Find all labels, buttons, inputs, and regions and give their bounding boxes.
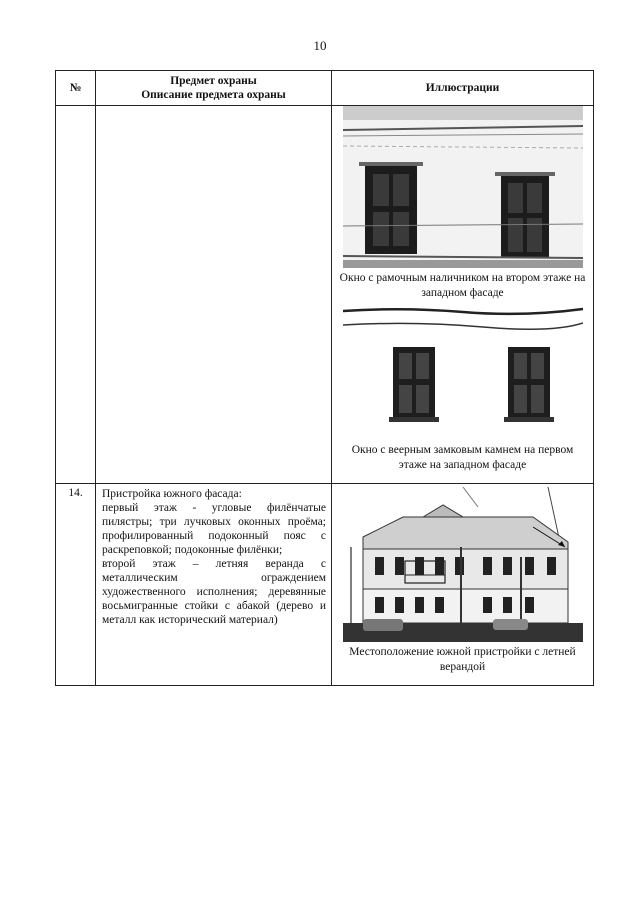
- row-illustrations-cell: [332, 106, 594, 484]
- protection-subject-table: [55, 70, 594, 686]
- header-subject-title: Предмет охраны: [170, 75, 257, 87]
- illustration-caption: Окно с веерным замковым камнем на первом этаже на западном фасаде: [351, 444, 574, 471]
- row-number-cell: [56, 106, 96, 484]
- description-second-floor: второй этаж – летняя веранда с металлическим ограждением художественного исполнения; деревянные восьмигранные стойки с абакой (дерево и металл как исторический материал): [102, 558, 326, 626]
- description-first-floor: первый этаж - угловые филёнчатые пилястры; три лучковых оконных проёма; профилированный подоконный пояс с раскреповкой; подоконные филёнки;: [102, 502, 326, 556]
- row-description-cell: [96, 106, 332, 484]
- row-number-cell: 14.: [56, 484, 96, 686]
- header-subject: [96, 71, 332, 106]
- table-row: [56, 106, 594, 484]
- description-title: Пристройка южного фасада:: [102, 488, 242, 500]
- row-description-cell: [96, 484, 332, 686]
- window-keystone-photo: [343, 305, 583, 440]
- table-header-row: [56, 71, 594, 106]
- header-illustrations: Иллюстрации: [332, 71, 594, 106]
- table-row: [56, 484, 594, 686]
- south-extension-photo: [343, 487, 583, 642]
- illustration-caption: Окно с рамочным наличником на втором этаже на западном фасаде: [339, 272, 586, 299]
- header-subject-description: Описание предмета охраны: [141, 89, 286, 101]
- header-number: №: [56, 71, 96, 106]
- row-illustrations-cell: [332, 484, 594, 686]
- window-frame-photo: [343, 106, 583, 268]
- illustration-caption: Местоположение южной пристройки с летней верандой: [349, 646, 576, 673]
- page-number: 10: [313, 38, 327, 53]
